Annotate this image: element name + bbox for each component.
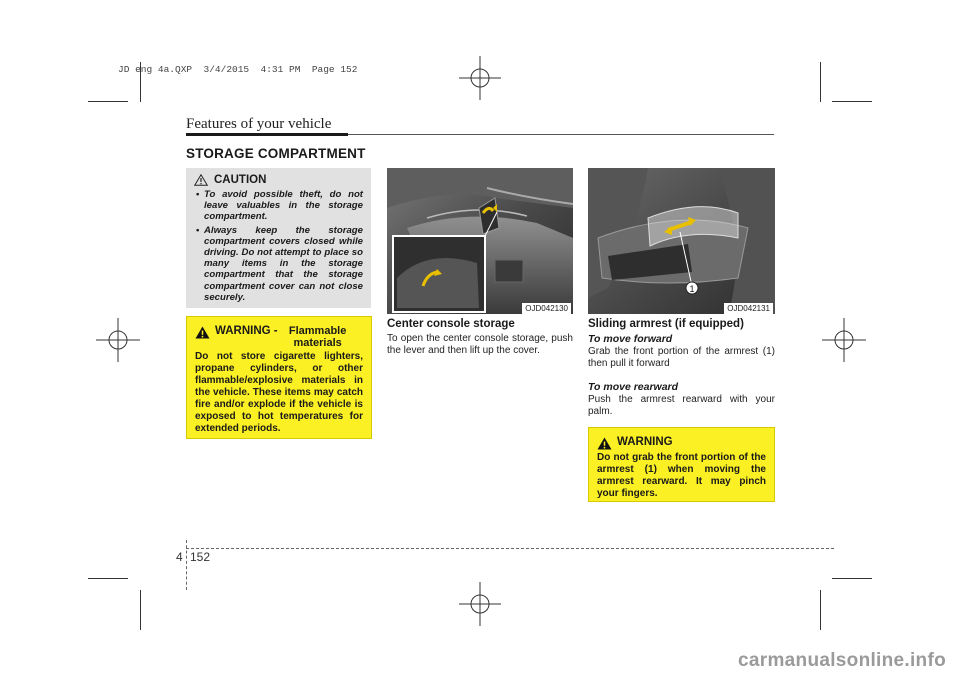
move-forward-heading: To move forward	[588, 333, 673, 345]
caution-list	[194, 189, 363, 303]
warning-armrest-label: WARNING	[617, 436, 673, 448]
move-rearward-text: Push the armrest rearward with your palm.	[588, 394, 775, 417]
footer-rule	[186, 548, 834, 549]
move-rearward-heading: To move rearward	[588, 381, 679, 393]
warning-armrest-text: Do not grab the front portion of the armrest (1) when moving the armrest rearward. It may pinch your fingers.	[597, 452, 766, 499]
warning-triangle-icon	[195, 326, 210, 339]
sliding-armrest-heading: Sliding armrest (if equipped)	[588, 318, 744, 330]
center-console-heading: Center console storage	[387, 318, 515, 330]
caution-item: • Always keep the storage compartment covers closed while driving. Do not attempt to place so many items in the storage compartment that the storage compartment cover can not close securely.	[194, 225, 363, 303]
center-console-text: To open the center console storage, push the lever and then lift up the cover.	[387, 333, 573, 356]
warning-armrest-title	[597, 436, 766, 450]
caution-box	[186, 168, 371, 308]
center-console-photo	[387, 168, 573, 314]
center-console-image-code: OJD042130	[522, 303, 571, 314]
warning-flammable-title	[195, 325, 363, 349]
registration-mark-top	[455, 56, 505, 100]
warning-flammable-box	[186, 316, 372, 439]
sliding-armrest-illustration	[588, 168, 775, 314]
registration-mark-left	[96, 318, 140, 362]
warning-flammable-subtitle: Flammable materials	[288, 325, 347, 349]
warning-flammable-text: Do not store cigarette lighters, propane cylinders, or other flammable/explosive materials in the vehicle. These items may catch fire and/or explode if the vehicle is exposed to hot temperatures for extended periods.	[195, 351, 363, 434]
watermark: carmanualsonline.info	[738, 650, 946, 671]
section-title: Features of your vehicle	[186, 116, 332, 132]
page-heading: STORAGE COMPARTMENT	[186, 146, 366, 161]
caution-triangle-icon	[194, 174, 208, 186]
caution-title-text: CAUTION	[214, 174, 267, 186]
footer-divider	[186, 540, 187, 590]
warning-flammable-label: WARNING -	[215, 325, 278, 337]
page-number: 152	[190, 550, 211, 564]
move-forward-text: Grab the front portion of the armrest (1) then pull it forward	[588, 346, 775, 369]
sliding-armrest-photo	[588, 168, 775, 314]
print-slug: JD eng 4a.QXP 3/4/2015 4:31 PM Page 152	[118, 64, 358, 75]
armrest-callout-number: 1	[689, 284, 695, 294]
header-bar	[186, 133, 348, 136]
registration-mark-right	[822, 318, 866, 362]
registration-mark-bottom	[455, 582, 505, 626]
sliding-armrest-image-code: OJD042131	[724, 303, 773, 314]
header-rule	[348, 134, 774, 135]
center-console-illustration	[387, 168, 573, 314]
caution-item: • To avoid possible theft, do not leave valuables in the storage compartment.	[194, 189, 363, 223]
chapter-number: 4	[176, 550, 183, 564]
warning-armrest-box	[588, 427, 775, 502]
caution-title	[194, 174, 363, 186]
warning-triangle-icon	[597, 437, 612, 450]
